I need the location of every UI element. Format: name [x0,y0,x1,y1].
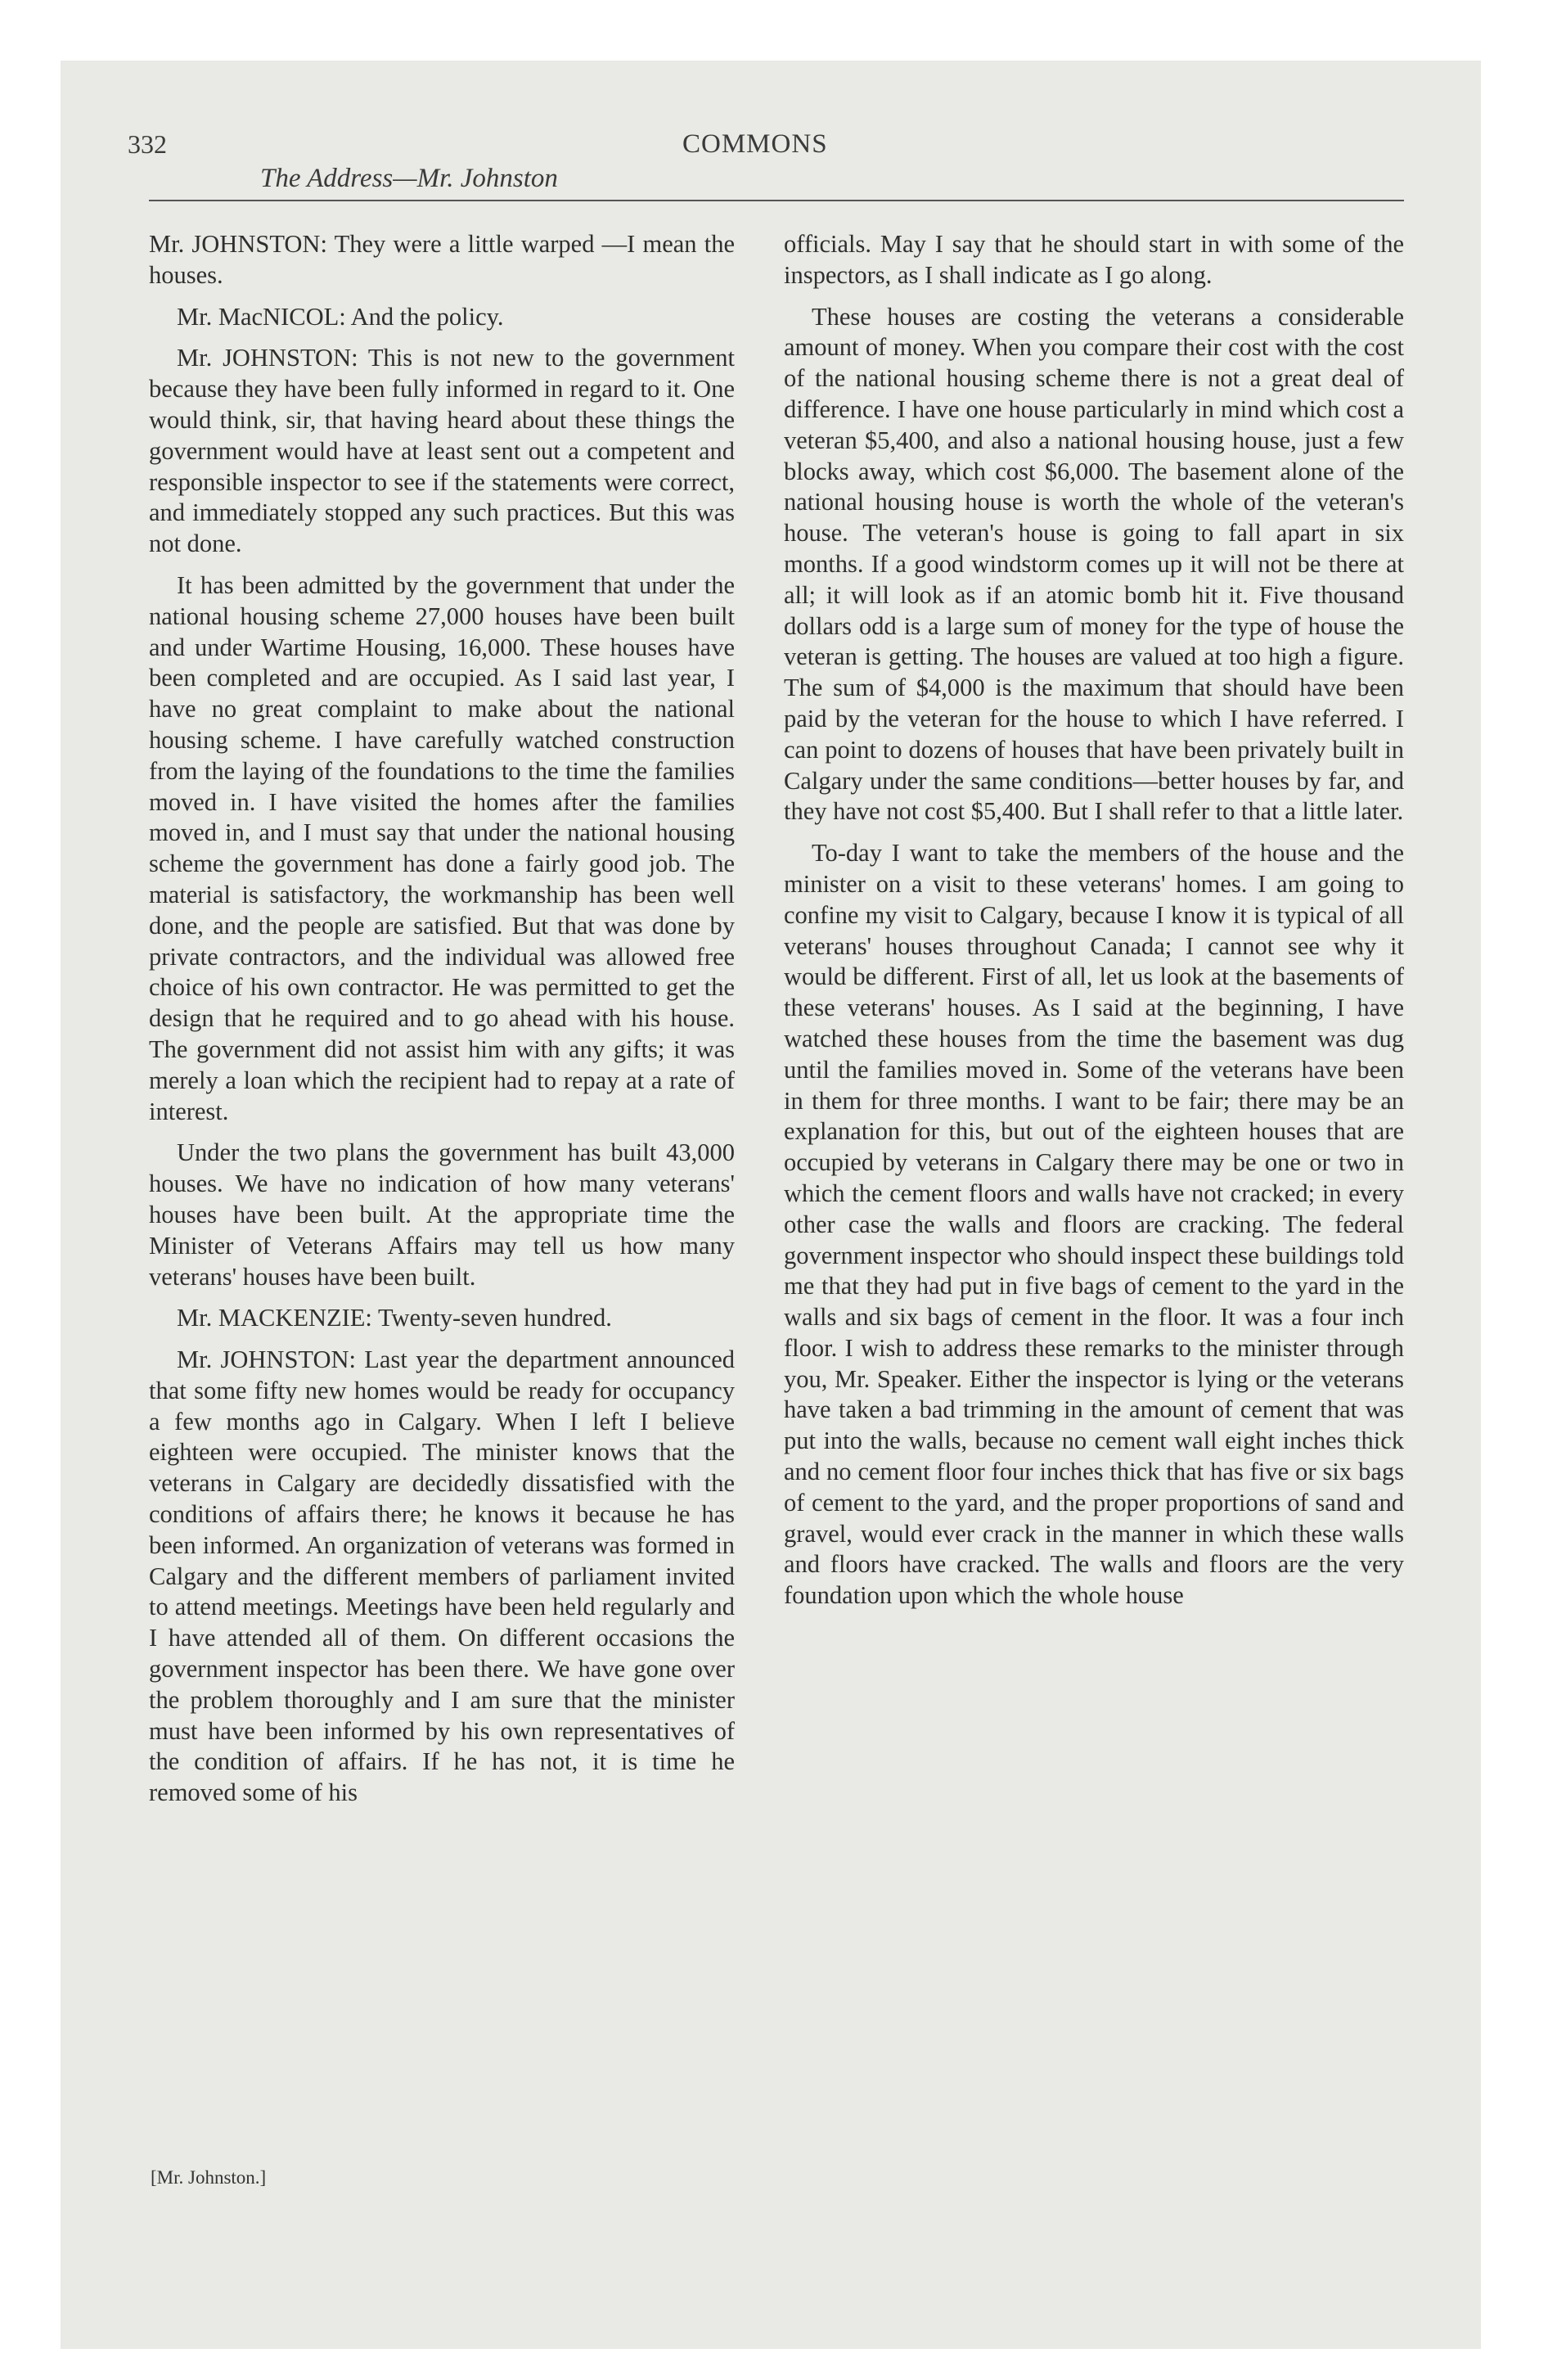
paragraph: officials. May I say that he should start in with some of the inspectors, as I shall indicate as I go along. [784,230,1404,289]
paragraph: Mr. JOHNSTON: This is not new to the government because they have been fully informed in regard to it. One would think, sir, that having heard about these things the government would have at least sent out a competent and responsible inspector to see if the statements were correct, and immediately stopped any such practices. But this was not done. [149,344,735,558]
speaker-footnote: [Mr. Johnston.] [151,2167,267,2188]
paragraph: Mr. JOHNSTON: They were a little warped —I mean the houses. [149,230,735,289]
document-page [61,61,1481,2349]
paragraph: It has been admitted by the government that under the national housing scheme 27,000 houses have been built and under Wartime Housing, 16,000. These houses have been completed and are occupied. As I said last year, I have no great complaint to make about the national housing scheme. I have carefully watched construction from the laying of the foundations to the time the families moved in. I have visited the homes after the families moved in, and I must say that under the national housing scheme the government has done a fairly good job. The material is satisfactory, the workmanship has been well done, and the people are satisfied. But that was done by private contractors, and the individual was allowed free choice of his own contractor. He was permitted to get the design that he required and to go ahead with his house. The government did not assist him with any gifts; it was merely a loan which the recipient had to repay at a rate of interest. [149,570,735,1125]
section-title: COMMONS [682,129,828,159]
page-header [61,129,1481,203]
paragraph: Mr. JOHNSTON: Last year the department announced that some fifty new homes would be ready for occupancy a few months ago in Calgary. When I left I believe eighteen were occupied. The minister knows that the veterans in Calgary are decidedly dissatisfied with the conditions of affairs there; he knows it because he has been informed. An organization of veterans was formed in Calgary and the different members of parliament invited to attend meetings. Meetings have been held regularly and I have attended all of them. On different occasions the government inspector has been there. We have gone over the problem thoroughly and I am sure that the minister must have been informed by his own representatives of the condition of affairs. If he has not, it is time he removed some of his [149,1346,735,1807]
paragraph: Mr. MACKENZIE: Twenty-seven hundred. [177,1304,612,1332]
right-column [784,229,1404,1611]
page-number: 332 [128,129,167,159]
paragraph: These houses are costing the veterans a considerable amount of money. When you compare their cost with the cost of the national housing scheme there is not a great deal of difference. I have one house particularly in mind which cost a veteran $5,400, and also a national housing house, just a few blocks away, which cost $6,000. The basement alone of the national housing house is worth the whole of the veteran's house. The veteran's house is going to fall apart in six months. If a good windstorm comes up it will not be there at all; it will look as if an atomic bomb hit it. Five thousand dollars odd is a large sum of money for the type of house the veteran is getting. The houses are valued at too high a figure. The sum of $4,000 is the maximum that should have been paid by the veteran for the house to which I have referred. I can point to dozens of houses that have been privately built in Calgary under the same conditions—better houses by far, and they have not cost $5,400. But I shall refer to that a little later. [784,302,1404,826]
left-column [149,229,735,1809]
paragraph: To-day I want to take the members of the house and the minister on a visit to these veterans' homes. I am going to confine my visit to Calgary, because I know it is typical of all veterans' houses throughout Canada; I cannot see why it would be different. First of all, let us look at the basements of these veterans' houses. As I said at the beginning, I have watched these houses from the time the basement was dug until the families moved in. Some of the veterans have been in them for three months. I want to be fair; there may be an explanation for this, but out of the eighteen houses that are occupied by veterans in Calgary there may be one or two in which the cement floors and walls have not cracked; in every other case the walls and floors are cracking. The federal government inspector who should inspect these buildings told me that they had put in five bags of cement to the yard in the walls and six bags of cement in the floor. It was a four inch floor. I wish to address these remarks to the minister through you, Mr. Speaker. Either the inspector is lying or the veterans have taken a bad trimming in the amount of cement that was put into the walls, because no cement wall eight inches thick and no cement floor four inches thick that has five or six bags of cement to the yard, and the proper proportions of sand and gravel, would ever crack in the manner in which these walls and floors have cracked. The walls and floors are the very foundation upon which the whole house [784,839,1404,1610]
header-rule [149,200,1404,201]
running-title: The Address—Mr. Johnston [260,164,558,193]
paragraph: Mr. MacNICOL: And the policy. [177,302,504,331]
paragraph: Under the two plans the government has built 43,000 houses. We have no indication of how many veterans' houses have been built. At the appropriate time the Minister of Veterans Affairs may tell us how many veterans' houses have been built. [149,1138,735,1291]
